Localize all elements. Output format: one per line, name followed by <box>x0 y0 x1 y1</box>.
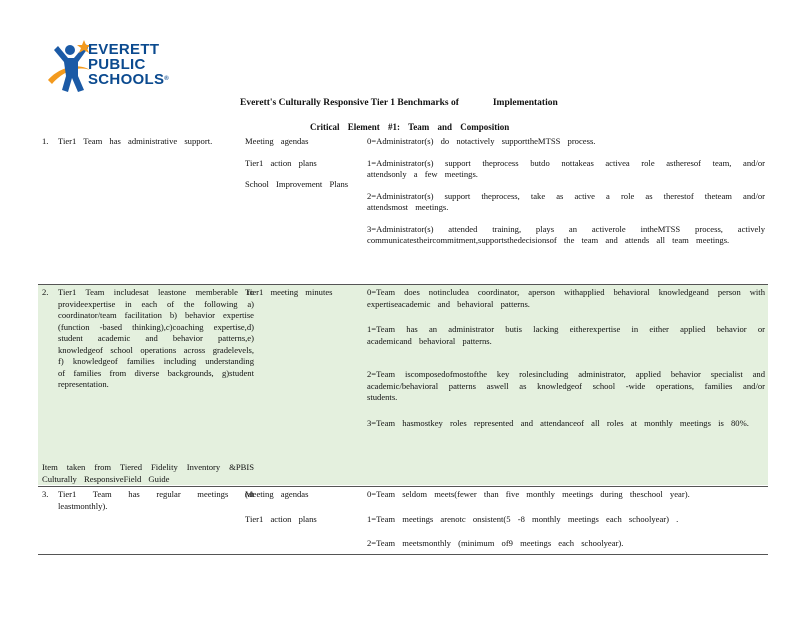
evidence-list <box>245 489 355 535</box>
item-number: 3. <box>42 489 49 499</box>
evidence-list <box>245 136 355 201</box>
evidence-item: Meeting agendas <box>245 489 309 499</box>
score-level: 2=Team meetsmonthly (minimum of9 meetings each schoolyear). <box>367 538 624 548</box>
figure-head-icon <box>65 45 75 55</box>
score-level: 3=Team hasmostkey roles represented and attendanceof all roles at monthly meetings is 80%. <box>367 417 749 428</box>
score-level: 1=Administrator(s) support theprocess butdo nottakeas activea role astheresof team, and/or attendsonly a few meetings. <box>367 157 765 179</box>
scoring-criteria <box>367 136 765 257</box>
score-level: 0=Administrator(s) do notactively supporttheMTSS process. <box>367 136 596 146</box>
scoring-criteria <box>367 489 765 560</box>
item-note: Item taken from Tiered Fidelity Inventory &PBIS Culturally ResponsiveField Guide <box>42 462 254 484</box>
row-divider <box>38 554 768 555</box>
evidence-item: Tier1 action plans <box>245 513 317 524</box>
critical-element-heading: Critical Element #1: Team and Composition <box>310 122 510 132</box>
evidence-item: School Improvement Plans <box>245 179 349 189</box>
score-level: 1=Team meetings arenotc onsistent(5 -8 monthly meetings each schoolyear) . <box>367 513 679 524</box>
score-level: 3=Administrator(s) attended training, plays an activerole intheMTSS process, actively communicatestheircommitment,supportsthedecisionsof the team and attends all team meetings. <box>367 223 765 245</box>
table-row <box>38 285 768 485</box>
registered-mark: ® <box>164 76 170 82</box>
document-title: Everett's Culturally Responsive Tier 1 Benchmarks of Implementation <box>240 98 558 108</box>
logo-line-3: SCHOOLS® <box>88 71 170 88</box>
item-description: Tier1 Team includesat leastone memberable to provideexpertise in each of the following a) coordinator/team facilitation b) behavior expertise (function -based thinking),c)coaching expertise,d) student academic and behavior patterns,e) knowledgeof school operations across gradelevels, f) knowledgeof families including understanding of families from diverse backgrounds, g)student representation. <box>58 287 254 389</box>
item-number: 1. <box>42 136 49 146</box>
table-row <box>38 136 768 284</box>
title-suffix: Implementation <box>492 98 558 108</box>
item-description: Tier1 Team has administrative support. <box>58 136 213 146</box>
row-divider <box>38 486 768 487</box>
score-level: 0=Team seldom meets(fewer than five monthly meetings during theschool year). <box>367 489 690 499</box>
logo-line-1: EVERETT <box>88 41 160 58</box>
district-name <box>88 42 169 87</box>
score-level: 2=Team iscomposedofmostofthe key rolesincluding administrator, applied behavior specialist and academic/behavioral patterns aswell as knowledgeof school -wide operations, families and/or students. <box>367 369 765 402</box>
evidence-item: Meeting agendas <box>245 136 309 146</box>
item-description: Tier1 Team has regular meetings (at leastmonthly). <box>58 489 254 511</box>
score-level: 2=Administrator(s) support theprocess, take as active a role as therestof theteam and/or attendsmost meetings. <box>367 190 765 212</box>
scoring-criteria <box>367 287 765 439</box>
score-level: 1=Team has an administrator butis lacking eitherexpertise in either applied behavior or academicand behavioral patterns. <box>367 324 765 346</box>
evidence-list <box>245 287 355 309</box>
logo-line-2: PUBLIC <box>88 56 146 73</box>
score-level: 0=Team does notincludea coordinator, aperson withapplied behavioral knowledgeand person with expertiseacademic and behavioral patterns. <box>367 287 765 309</box>
evidence-item: Tier1 action plans <box>245 157 317 168</box>
evidence-item: Tier1 meeting minutes <box>245 287 333 297</box>
table-row <box>38 489 768 553</box>
item-number: 2. <box>42 287 49 297</box>
